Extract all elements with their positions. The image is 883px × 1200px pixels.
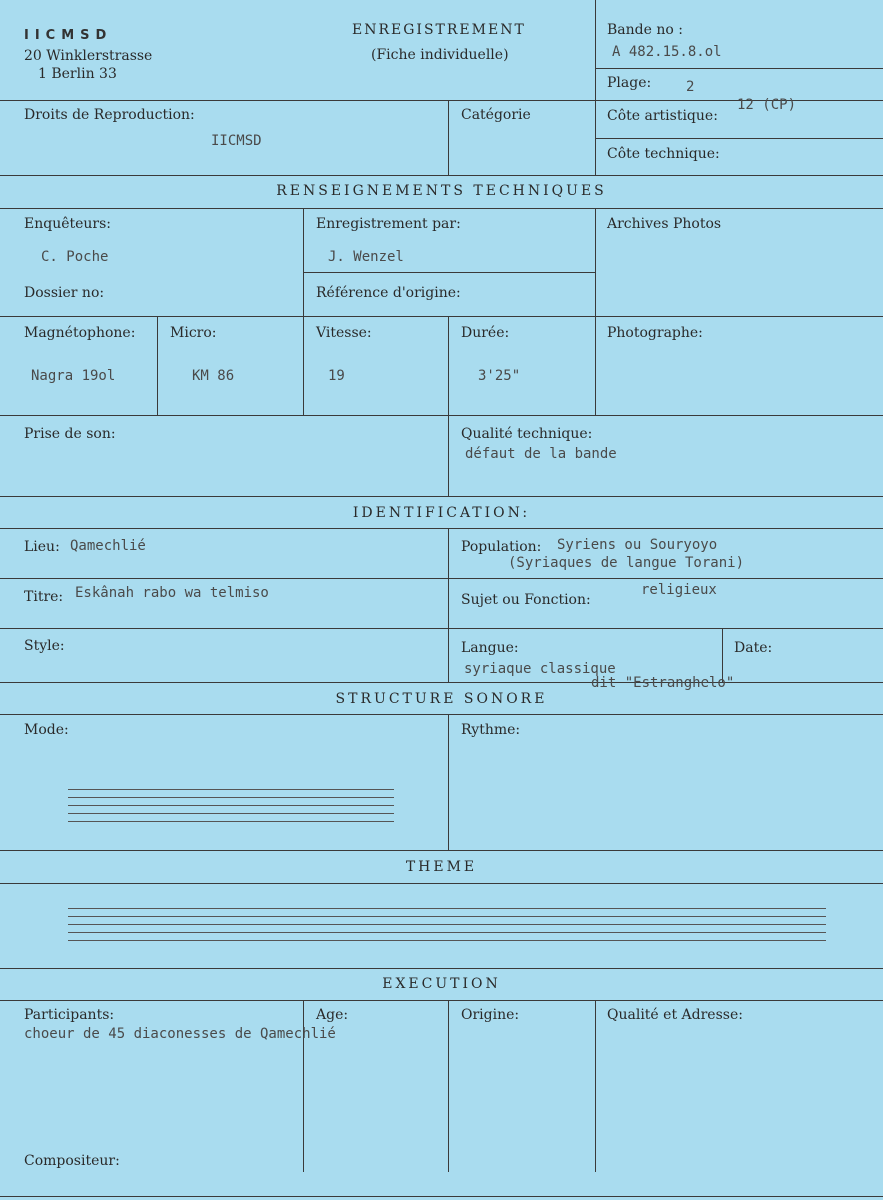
magnetophone-value: Nagra 19ol — [31, 368, 116, 384]
section-structure-sonore: STRUCTURE SONORE — [335, 691, 548, 707]
cote-artistique-label: Côte artistique: — [607, 108, 718, 124]
section-theme: THEME — [405, 859, 478, 875]
reference-label: Référence d'origine: — [316, 285, 461, 301]
langue-value-1: syriaque classique — [464, 661, 616, 677]
participants-label: Participants: — [24, 1007, 115, 1023]
langue-value-2: dit "Estranghelo" — [591, 675, 735, 691]
sujet-label: Sujet ou Fonction: — [461, 592, 591, 608]
origine-label: Origine: — [461, 1007, 520, 1023]
cote-technique-label: Côte technique: — [607, 146, 720, 162]
bande-value: A 482.15.8.ol — [612, 44, 722, 60]
participants-value: choeur de 45 diaconesses de Qamechlié — [24, 1026, 336, 1042]
plage-value: 2 — [686, 79, 695, 95]
enqueteurs-label: Enquêteurs: — [24, 216, 112, 232]
population-value-1: Syriens ou Souryoyo — [557, 537, 718, 553]
qualite-technique-value: défaut de la bande — [465, 446, 617, 462]
dossier-label: Dossier no: — [24, 285, 105, 301]
section-identification: IDENTIFICATION: — [352, 505, 531, 521]
compositeur-label: Compositeur: — [24, 1153, 120, 1169]
lieu-value: Qamechlié — [70, 538, 146, 554]
population-label: Population: — [461, 539, 542, 555]
vitesse-value: 19 — [328, 368, 345, 384]
enregistrement-par-value: J. Wenzel — [328, 249, 404, 265]
vitesse-label: Vitesse: — [316, 325, 372, 341]
form-title: ENREGISTREMENT — [352, 22, 526, 38]
mode-label: Mode: — [24, 722, 69, 738]
lieu-label: Lieu: — [24, 539, 60, 555]
categorie-label: Catégorie — [461, 107, 531, 123]
qualite-adresse-label: Qualité et Adresse: — [607, 1007, 743, 1023]
prise-de-son-label: Prise de son: — [24, 426, 116, 442]
droits-value: IICMSD — [211, 133, 262, 149]
archives-photos-label: Archives Photos — [607, 216, 722, 232]
qualite-technique-label: Qualité technique: — [461, 426, 593, 442]
enregistrement-par-label: Enregistrement par: — [316, 216, 461, 232]
age-label: Age: — [316, 1007, 349, 1023]
plage-label: Plage: — [607, 75, 652, 91]
titre-value: Eskânah rabo wa telmiso — [75, 585, 269, 601]
langue-label: Langue: — [461, 640, 519, 656]
rythme-label: Rythme: — [461, 722, 521, 738]
micro-value: KM 86 — [192, 368, 235, 384]
cote-artistique-value: 12 (CP) — [737, 97, 797, 113]
micro-label: Micro: — [170, 325, 217, 341]
style-label: Style: — [24, 638, 65, 654]
duree-label: Durée: — [461, 325, 510, 341]
magnetophone-label: Magnétophone: — [24, 325, 136, 341]
section-execution: EXECUTION — [382, 976, 501, 992]
bande-label: Bande no : — [607, 22, 683, 38]
sujet-value: religieux — [641, 582, 717, 598]
population-value-2: (Syriaques de langue Torani) — [508, 555, 745, 571]
form-subtitle: (Fiche individuelle) — [371, 47, 509, 63]
address-line-2: 1 Berlin 33 — [38, 66, 117, 82]
address-line-1: 20 Winklerstrasse — [24, 48, 153, 64]
enqueteurs-value: C. Poche — [41, 249, 109, 265]
duree-value: 3'25" — [478, 368, 521, 384]
section-technique: RENSEIGNEMENTS TECHNIQUES — [276, 183, 607, 199]
org-logo: IICMSD — [24, 28, 113, 43]
droits-label: Droits de Reproduction: — [24, 107, 195, 123]
photographe-label: Photographe: — [607, 325, 703, 341]
titre-label: Titre: — [24, 589, 64, 605]
date-label: Date: — [734, 640, 773, 656]
